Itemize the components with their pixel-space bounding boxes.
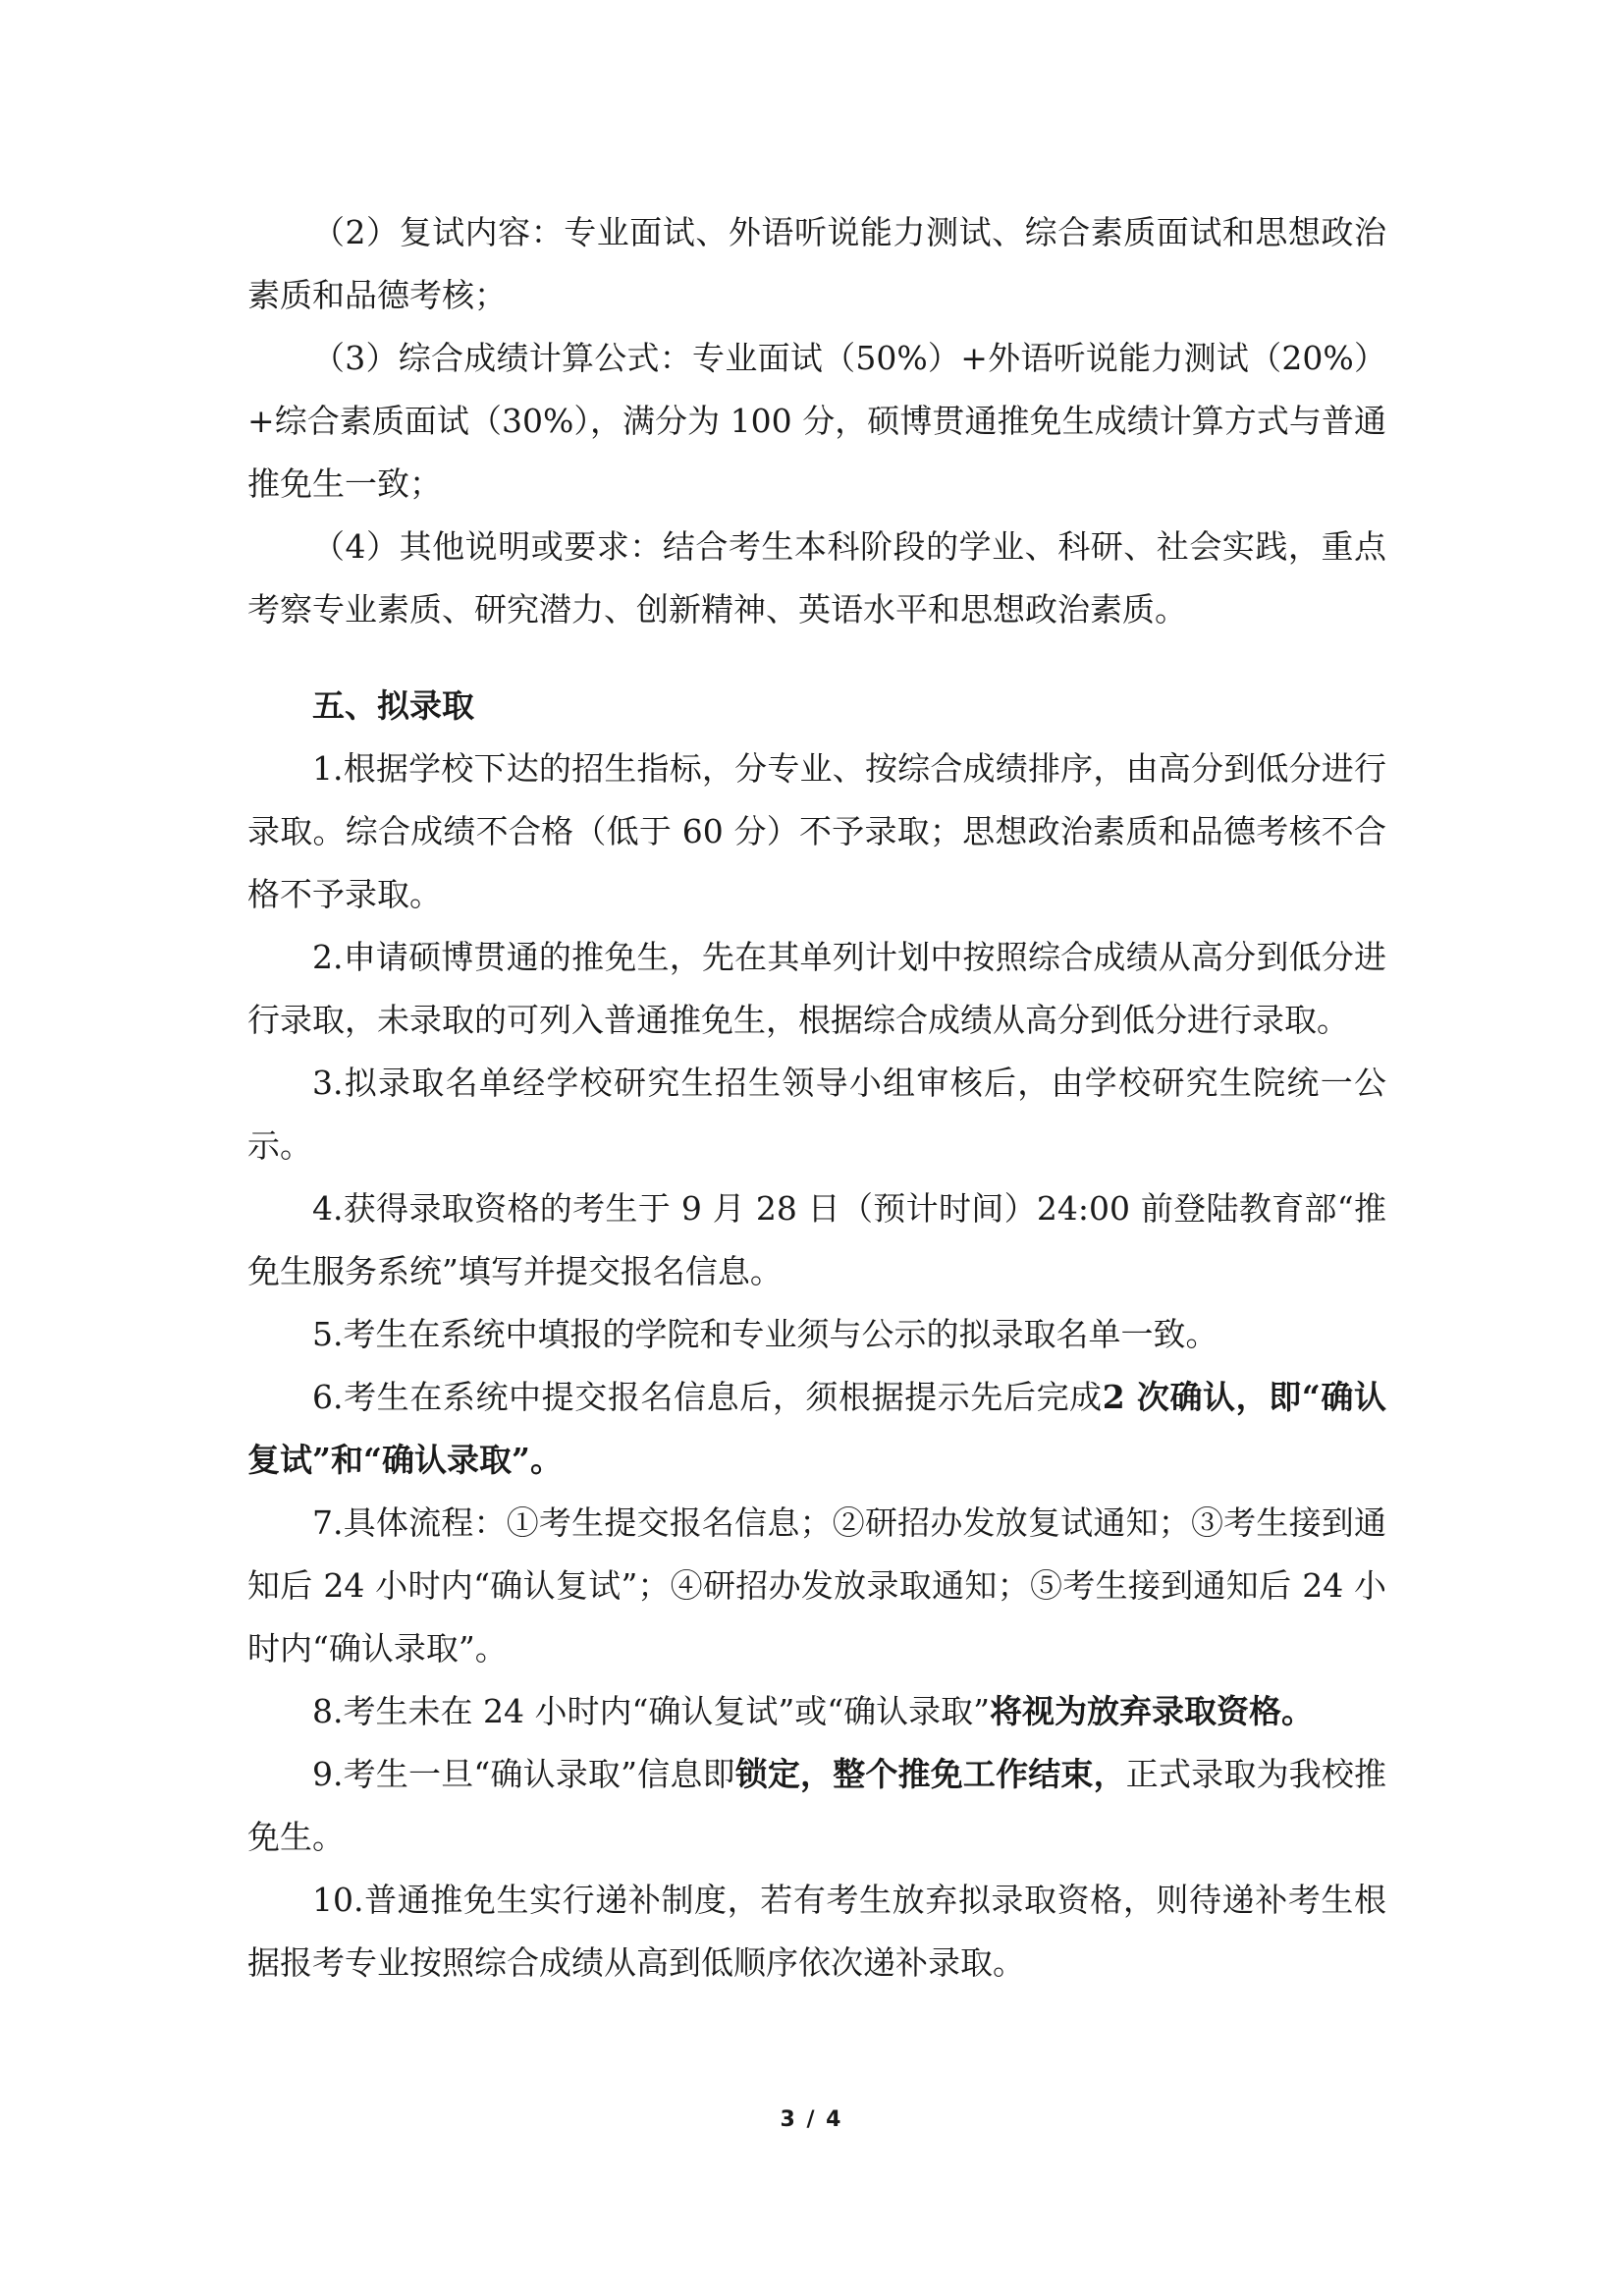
admission-item-8-emphasis: 将视为放弃录取资格。 (989, 1692, 1314, 1730)
other-requirements-paragraph: （4）其他说明或要求：结合考生本科阶段的学业、科研、社会实践，重点考察专业素质、研究潜力、创新精神、英语水平和思想政治素质。 (247, 527, 1386, 629)
admission-item-5: 5.考生在系统中填报的学院和专业须与公示的拟录取名单一致。 (312, 1315, 1218, 1353)
admission-item-10: 10.普通推免生实行递补制度，若有考生放弃拟录取资格，则待递补考生根据报考专业按照综合成绩从高到低顺序依次递补录取。 (247, 1881, 1386, 1982)
admission-item-6-text: 6.考生在系统中提交报名信息后，须根据提示先后完成 (312, 1378, 1103, 1416)
admission-item-3: 3.拟录取名单经学校研究生招生领导小组审核后，由学校研究生院统一公示。 (247, 1064, 1386, 1165)
score-formula-paragraph: （3）综合成绩计算公式：专业面试（50%）+外语听说能力测试（20%）+综合素质面试（30%），满分为 100 分，硕博贯通推免生成绩计算方式与普通推免生一致； (247, 339, 1386, 503)
admission-item-9-text: 9.考生一旦“确认录取”信息即 (312, 1755, 735, 1793)
admission-item-8-text: 8.考生未在 24 小时内“确认复试”或“确认录取” (312, 1692, 990, 1730)
document-body (247, 201, 1386, 1995)
review-content-paragraph: （2）复试内容：专业面试、外语听说能力测试、综合素质面试和思想政治素质和品德考核； (247, 213, 1386, 314)
admission-item-6 (247, 1366, 1386, 1492)
admission-item-9-emphasis: 锁定，整个推免工作结束， (734, 1755, 1126, 1793)
admission-item-2: 2.申请硕博贯通的推免生，先在其单列计划中按照综合成绩从高分到低分进行录取，未录取的可列入普通推免生，根据综合成绩从高分到低分进行录取。 (247, 938, 1386, 1039)
admission-item-9 (247, 1743, 1386, 1869)
admission-item-4: 4.获得录取资格的考生于 9 月 28 日（预计时间）24:00 前登陆教育部“推免生服务系统”填写并提交报名信息。 (247, 1189, 1386, 1290)
admission-item-6-emphasis: 2 次确认，即“确认复试”和“确认录取”。 (247, 1378, 1386, 1479)
page-number: 3 / 4 (780, 2107, 843, 2132)
admission-item-1: 1.根据学校下达的招生指标，分专业、按综合成绩排序，由高分到低分进行录取。综合成绩不合格（低于 60 分）不予录取；思想政治素质和品德考核不合格不予录取。 (247, 749, 1386, 913)
admission-item-9-text-end: 正式录取为我校推免生。 (247, 1755, 1387, 1856)
section-heading-admission: 五、拟录取 (312, 686, 474, 725)
admission-item-8 (247, 1680, 1386, 1743)
admission-item-7: 7.具体流程：①考生提交报名信息；②研招办发放复试通知；③考生接到通知后 24 小时内“确认复试”；④研招办发放录取通知；⑤考生接到通知后 24 小时内“确认录取”。 (247, 1503, 1386, 1667)
